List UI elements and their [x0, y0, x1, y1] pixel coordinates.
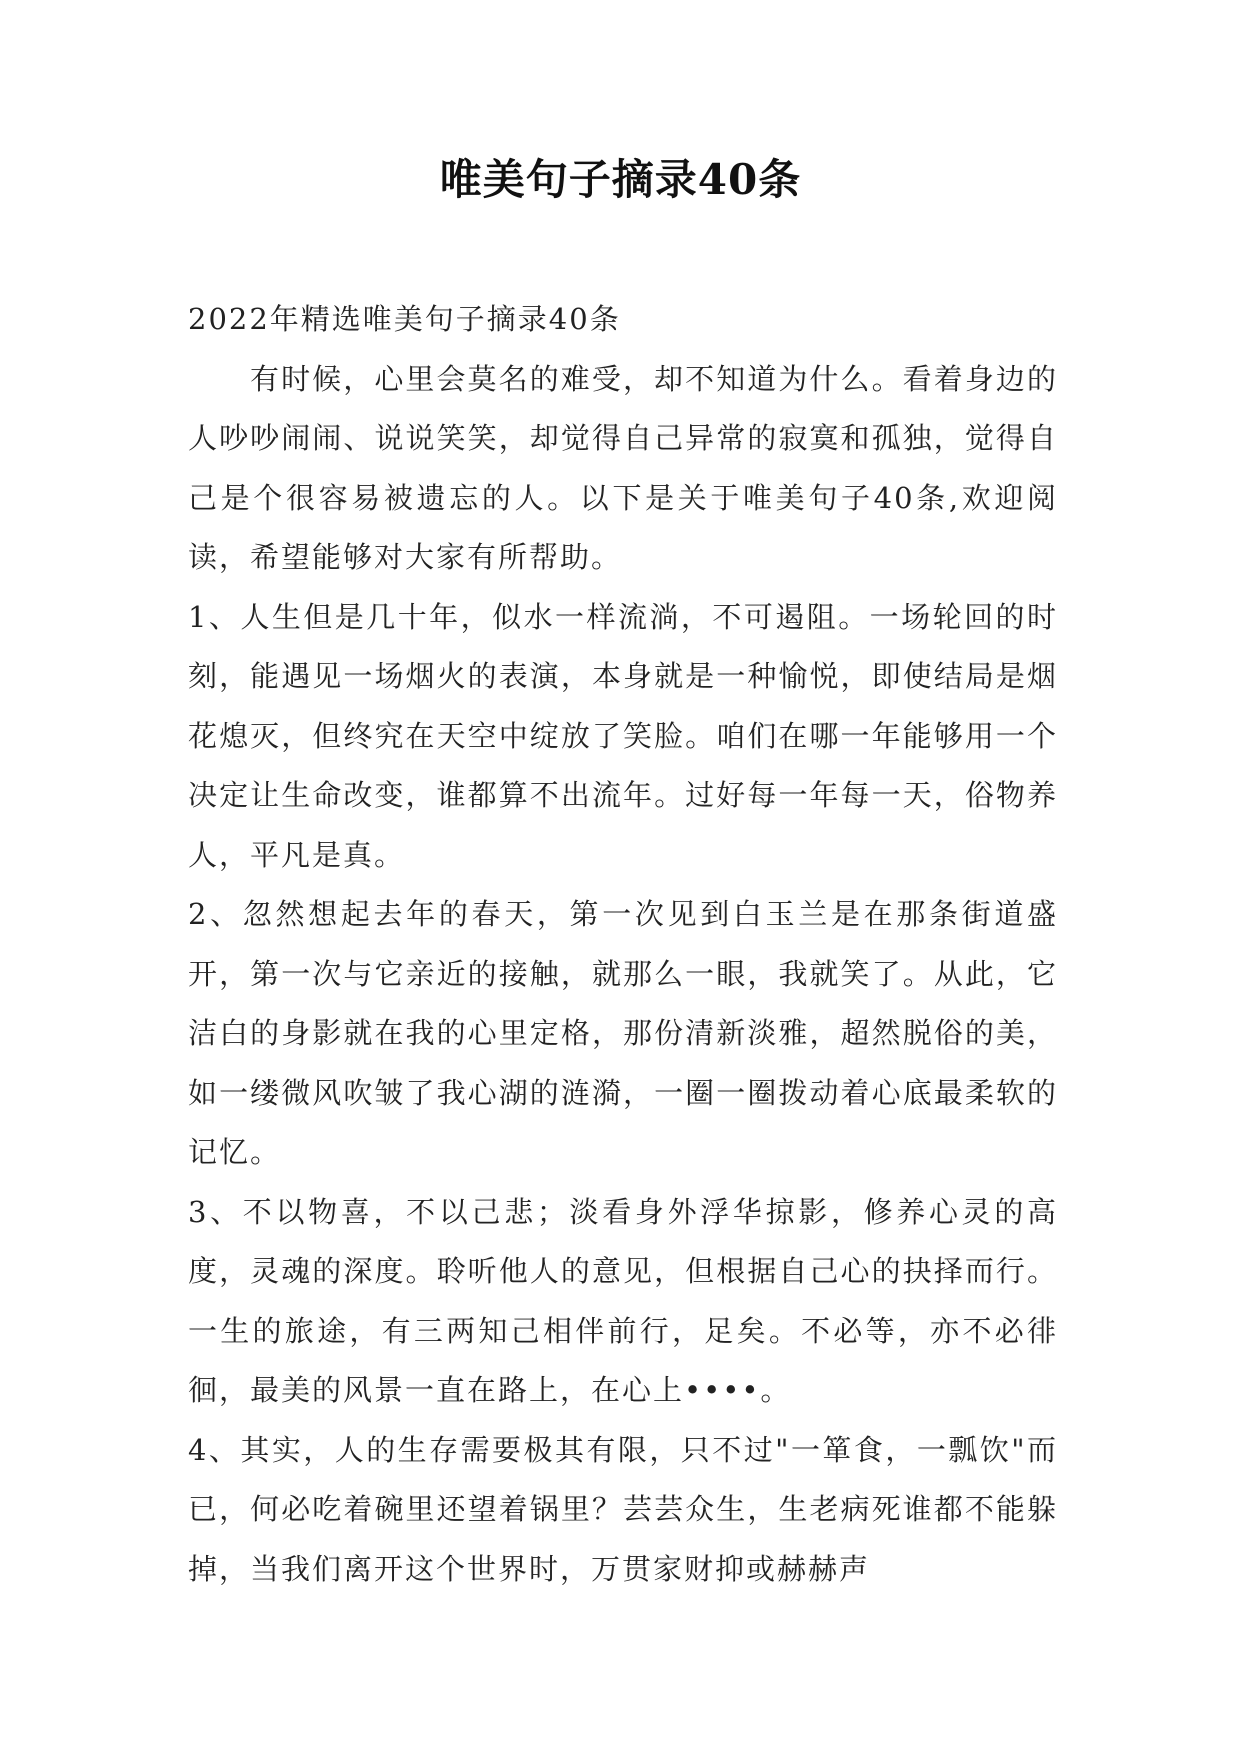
list-item: 4、其实，人的生存需要极其有限，只不过"一箪食，一瓢饮"而已，何必吃着碗里还望着锅里？芸芸众生，生老病死谁都不能躲掉，当我们离开这个世界时，万贯家财抑或赫赫声 [188, 1432, 1058, 1586]
list-item: 1、人生但是几十年，似水一样流淌，不可遏阻。一场轮回的时刻，能遇见一场烟火的表演，本身就是一种愉悦，即使结局是烟花熄灭，但终究在天空中绽放了笑脸。咱们在哪一年能够用一个决定让生命改变，谁都算不出流年。过好每一年每一天，俗物养人，平凡是真。 [188, 599, 1058, 872]
list-item: 3、不以物喜，不以己悲；淡看身外浮华掠影，修养心灵的高度，灵魂的深度。聆听他人的意见，但根据自己心的抉择而行。一生的旅途，有三两知己相伴前行，足矣。不必等，亦不必徘徊，最美的风景一直在路上，在心上••••。 [188, 1194, 1058, 1407]
document-subtitle: 2022年精选唯美句子摘录40条 [188, 302, 621, 336]
document-title: 唯美句子摘录40条 [439, 155, 802, 204]
document-body [188, 290, 1058, 1599]
list-item: 2、忽然想起去年的春天，第一次见到白玉兰是在那条街道盛开，第一次与它亲近的接触，就那么一眼，我就笑了。从此，它洁白的身影就在我的心里定格，那份清新淡雅，超然脱俗的美，如一缕微风吹皱了我心湖的涟漪，一圈一圈拨动着心底最柔软的记忆。 [188, 897, 1058, 1169]
intro-paragraph: 有时候，心里会莫名的难受，却不知道为什么。看着身边的人吵吵闹闹、说说笑笑，却觉得自己异常的寂寞和孤独，觉得自己是个很容易被遗忘的人。以下是关于唯美句子40条,欢迎阅读，希望能够对大家有所帮助。 [188, 361, 1058, 574]
